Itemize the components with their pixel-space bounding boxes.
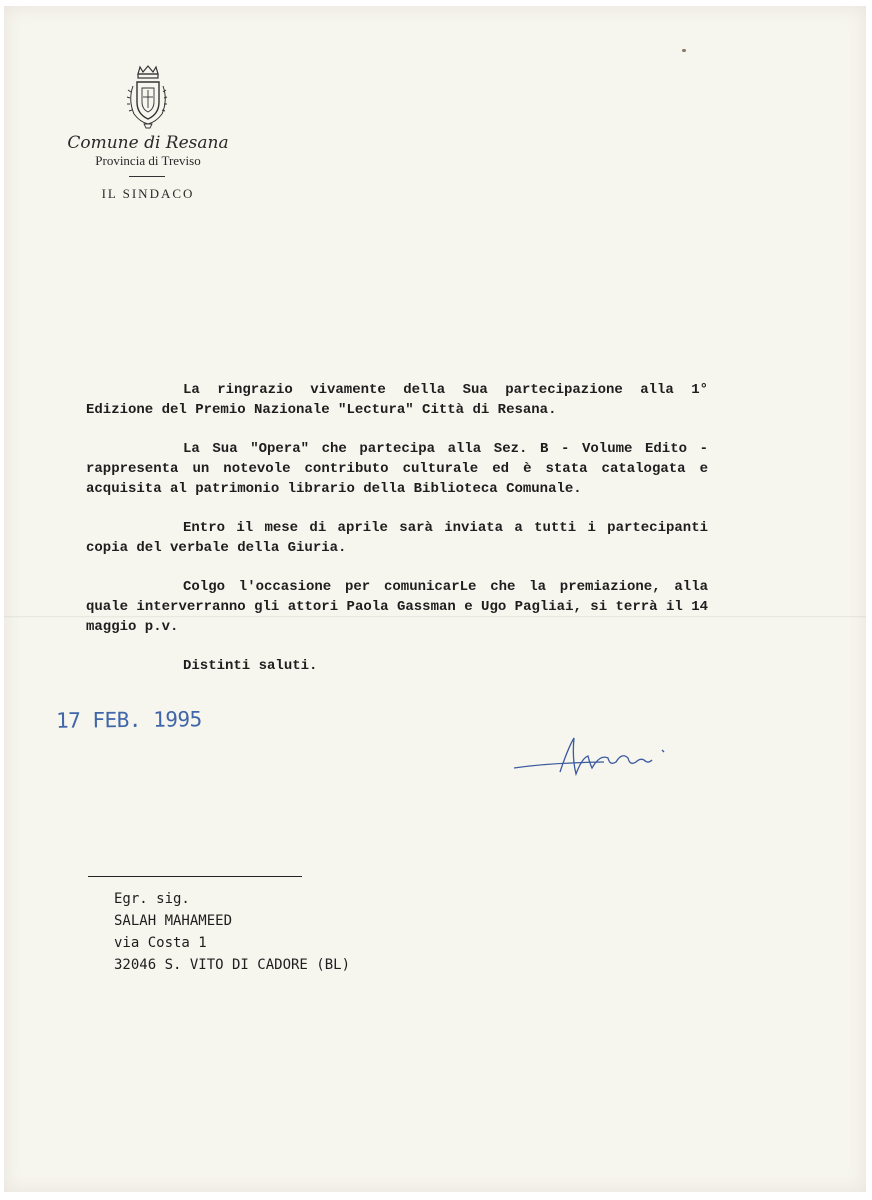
body-paragraph-2: La Sua "Opera" che partecipa alla Sez. B - Volume Edito - rappresenta un notevole contributo culturale ed è stata catalogata e acquisita al patrimonio librario della Biblioteca Comunale. — [86, 441, 708, 497]
municipal-coat-of-arms-icon — [122, 64, 174, 130]
letterhead-divider — [129, 176, 165, 177]
recipient-street: via Costa 1 — [114, 935, 207, 951]
recipient-city: 32046 S. VITO DI CADORE (BL) — [114, 957, 351, 973]
province-name: Provincia di Treviso — [95, 153, 201, 168]
body-paragraph-3: Entro il mese di aprile sarà inviata a tutti i partecipanti copia del verbale della Giuria. — [86, 520, 708, 556]
body-paragraph-1: La ringrazio vivamente della Sua partecipazione alla 1° Edizione del Premio Nazionale "Lectura" Città di Resana. — [86, 382, 708, 418]
letter-body — [86, 380, 708, 695]
closing-salutation: Distinti saluti. — [183, 658, 318, 674]
body-paragraph-4: Colgo l'occasione per comunicarLe che la premiazione, alla quale interverranno gli attori Paola Gassman e Ugo Pagliai, si terrà il 14 maggio p.v. — [86, 579, 708, 635]
handwritten-signature-icon — [512, 728, 692, 788]
municipality-name: Comune di Resana — [67, 133, 229, 153]
paper-speck — [682, 49, 686, 52]
recipient-salutation: Egr. sig. — [114, 891, 190, 907]
recipient-address — [114, 888, 350, 976]
office-title: IL SINDACO — [101, 186, 195, 201]
date-stamp: 17 FEB. 1995 — [55, 707, 202, 733]
recipient-name: SALAH MAHAMEED — [114, 913, 233, 929]
address-divider — [88, 876, 302, 877]
